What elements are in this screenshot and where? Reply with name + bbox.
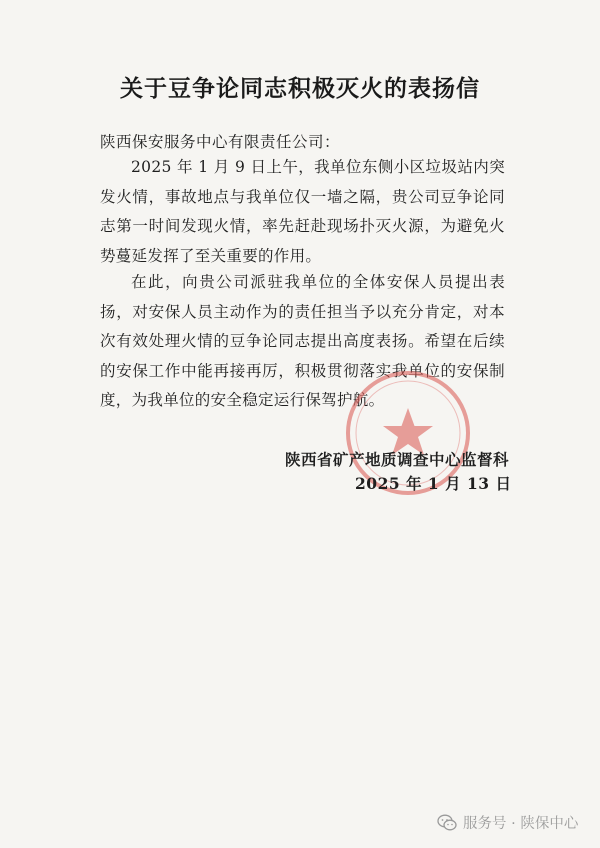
letter-title: 关于豆争论同志积极灭火的表扬信 (120, 75, 480, 102)
letter-paragraph-1: 2025 年 1 月 9 日上午，我单位东侧小区垃圾站内突发火情，事故地点与我单位仅一墙之隔，贵公司豆争论同志第一时间发现火情，率先赶赴现场扑灭火源，为避免火势蔓延发挥了至关重要的作用。 (100, 158, 505, 265)
letter-date: 2025 年 1 月 13 日 (355, 474, 512, 493)
letter-signer: 陕西省矿产地质调查中心监督科 (285, 450, 510, 469)
footer-label: 服务号 · 陕保中心 (463, 816, 579, 832)
letter-salutation: 陕西保安服务中心有限责任公司： (100, 133, 341, 151)
wechat-service-icon (437, 814, 457, 832)
letter-paragraph-2: 在此，向贵公司派驻我单位的全体安保人员提出表扬，对安保人员主动作为的责任担当予以充分肯定，对本次有效处理火情的豆争论同志提出高度表扬。希望在后续的安保工作中能再接再厉，积极贯彻落实我单位的安保制度，为我单位的安全稳定运行保驾护航。 (100, 273, 505, 409)
footer-watermark (437, 812, 578, 833)
